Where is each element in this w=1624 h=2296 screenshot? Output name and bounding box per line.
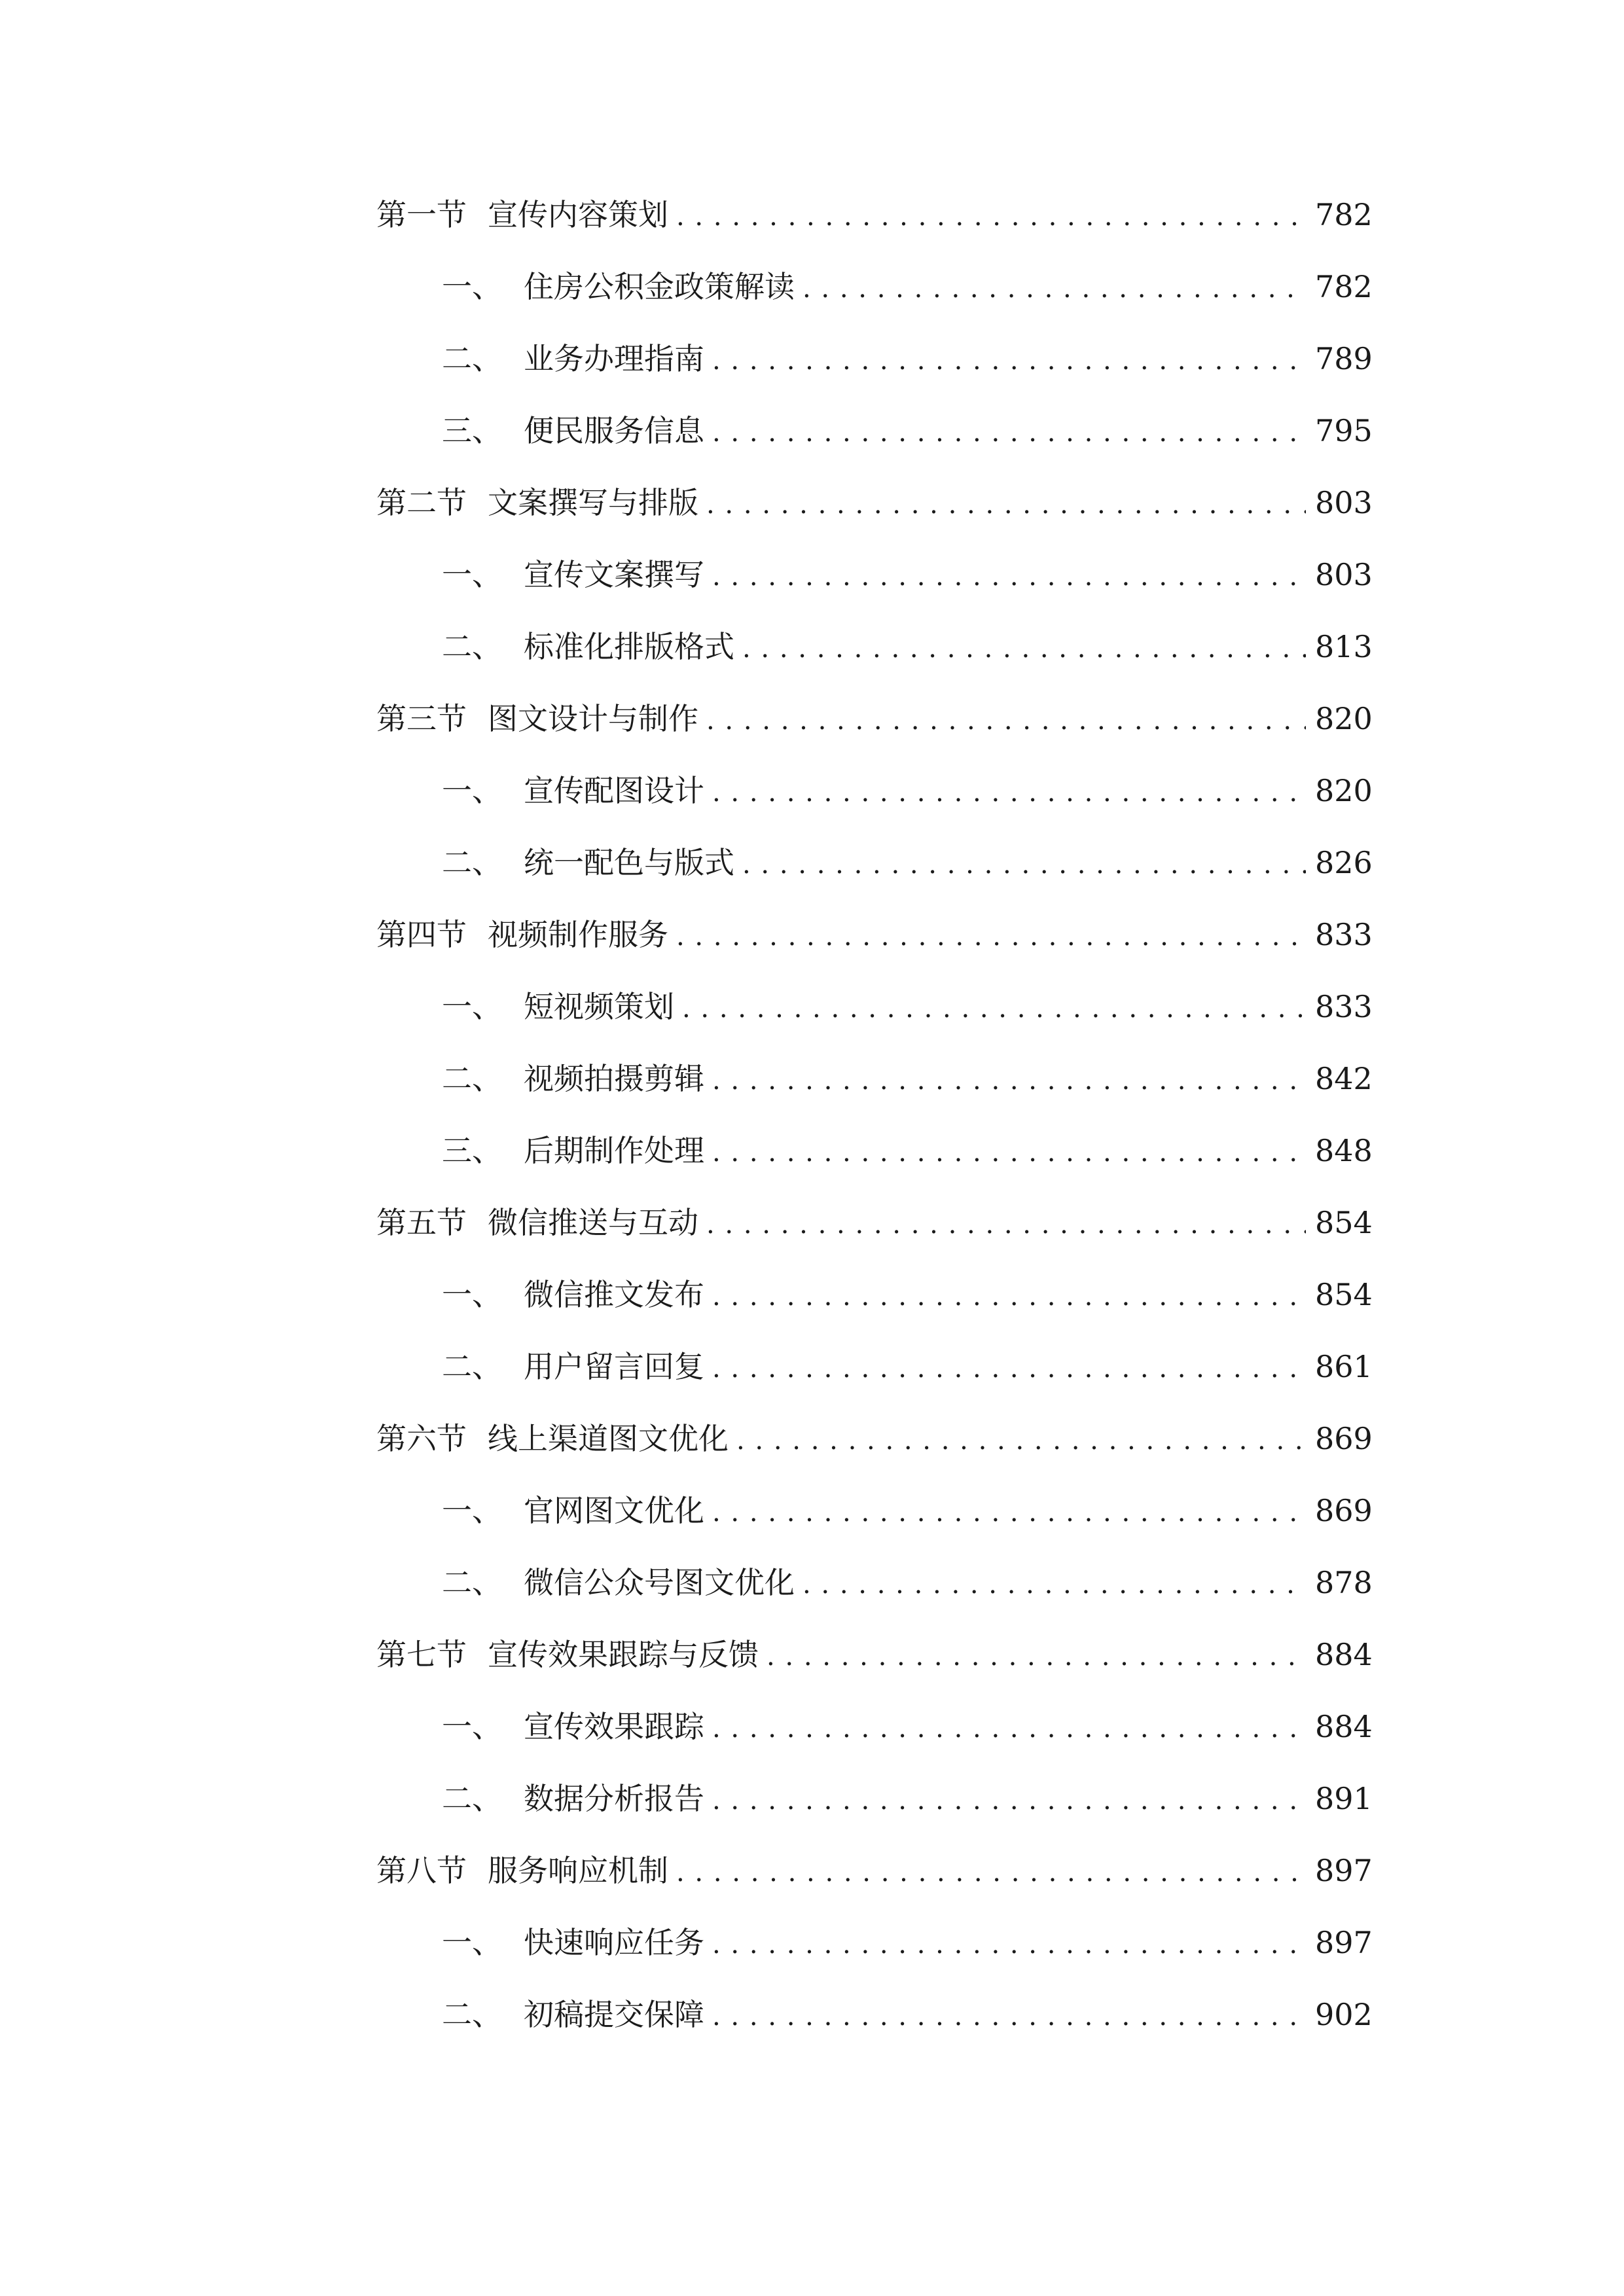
dot-leader bbox=[676, 924, 1306, 950]
toc-entry-item[interactable] bbox=[376, 1709, 1373, 1784]
toc-entry-item[interactable] bbox=[376, 1133, 1373, 1208]
dot-leader bbox=[712, 1787, 1306, 1814]
dot-leader bbox=[712, 1067, 1306, 1094]
dot-leader bbox=[676, 204, 1306, 230]
dot-leader bbox=[676, 1859, 1306, 1886]
toc-entry-page: 803 bbox=[1315, 485, 1373, 520]
toc-entry-number: 一、 bbox=[442, 1493, 502, 1528]
toc-entry-item[interactable] bbox=[376, 1493, 1373, 1568]
toc-entry-page: 833 bbox=[1315, 917, 1373, 952]
toc-entry-title: 宣传内容策划 bbox=[488, 197, 668, 232]
dot-leader bbox=[712, 1499, 1306, 1526]
toc-entry-title: 微信公众号图文优化 bbox=[524, 1565, 795, 1600]
toc-entry-title: 官网图文优化 bbox=[524, 1493, 704, 1528]
toc-entry-page: 789 bbox=[1315, 341, 1373, 376]
dot-leader bbox=[712, 420, 1306, 446]
toc-entry-item[interactable] bbox=[376, 269, 1373, 344]
toc-entry-section[interactable] bbox=[376, 1205, 1373, 1280]
toc-entry-page: 820 bbox=[1315, 773, 1373, 808]
toc-entry-title: 短视频策划 bbox=[524, 989, 674, 1024]
toc-entry-number: 二、 bbox=[442, 1061, 502, 1096]
toc-entry-item[interactable] bbox=[376, 773, 1373, 848]
toc-entry-section[interactable] bbox=[376, 1637, 1373, 1712]
dot-leader bbox=[712, 2003, 1306, 2030]
toc-entry-page: 803 bbox=[1315, 557, 1373, 592]
toc-entry-number: 第六节 bbox=[376, 1421, 467, 1456]
toc-entry-number: 第三节 bbox=[376, 701, 467, 736]
toc-entry-item[interactable] bbox=[376, 557, 1373, 632]
dot-leader bbox=[712, 1283, 1306, 1310]
toc-entry-title: 后期制作处理 bbox=[524, 1133, 704, 1168]
toc-entry-title: 业务办理指南 bbox=[524, 341, 704, 376]
toc-entry-page: 848 bbox=[1315, 1133, 1373, 1168]
toc-entry-page: 833 bbox=[1315, 989, 1373, 1024]
toc-entry-item[interactable] bbox=[376, 1349, 1373, 1424]
toc-entry-number: 第七节 bbox=[376, 1637, 467, 1672]
toc-entry-title: 微信推送与互动 bbox=[488, 1205, 698, 1240]
toc-entry-section[interactable] bbox=[376, 1853, 1373, 1928]
toc-entry-item[interactable] bbox=[376, 1781, 1373, 1856]
toc-entry-number: 第八节 bbox=[376, 1853, 467, 1888]
dot-leader bbox=[712, 1139, 1306, 1166]
toc-entry-page: 820 bbox=[1315, 701, 1373, 736]
toc-entry-title: 宣传效果跟踪与反馈 bbox=[488, 1637, 759, 1672]
toc-entry-title: 视频制作服务 bbox=[488, 917, 668, 952]
toc-entry-page: 854 bbox=[1315, 1277, 1373, 1312]
toc-entry-number: 二、 bbox=[442, 629, 502, 664]
dot-leader bbox=[742, 636, 1306, 662]
dot-leader bbox=[712, 1715, 1306, 1742]
toc-entry-item[interactable] bbox=[376, 1061, 1373, 1136]
toc-entry-title: 便民服务信息 bbox=[524, 413, 704, 448]
toc-entry-title: 宣传配图设计 bbox=[524, 773, 704, 808]
toc-entry-page: 826 bbox=[1315, 845, 1373, 880]
toc-entry-number: 第二节 bbox=[376, 485, 467, 520]
toc-entry-item[interactable] bbox=[376, 845, 1373, 920]
toc-entry-title: 用户留言回复 bbox=[524, 1349, 704, 1384]
toc-entry-section[interactable] bbox=[376, 701, 1373, 776]
dot-leader bbox=[712, 780, 1306, 806]
toc-entry-title: 数据分析报告 bbox=[524, 1781, 704, 1816]
toc-entry-item[interactable] bbox=[376, 1925, 1373, 2000]
toc-entry-item[interactable] bbox=[376, 1277, 1373, 1352]
toc-entry-item[interactable] bbox=[376, 1997, 1373, 2072]
dot-leader bbox=[712, 564, 1306, 590]
toc-entry-number: 一、 bbox=[442, 557, 502, 592]
toc-entry-title: 初稿提交保障 bbox=[524, 1997, 704, 2032]
toc-entry-number: 三、 bbox=[442, 413, 502, 448]
toc-entry-page: 884 bbox=[1315, 1709, 1373, 1744]
toc-entry-number: 一、 bbox=[442, 1925, 502, 1960]
toc-entry-item[interactable] bbox=[376, 629, 1373, 704]
toc-entry-title: 宣传文案撰写 bbox=[524, 557, 704, 592]
toc-entry-item[interactable] bbox=[376, 1565, 1373, 1640]
toc-entry-page: 869 bbox=[1315, 1421, 1373, 1456]
toc-entry-number: 二、 bbox=[442, 1349, 502, 1384]
toc-entry-page: 884 bbox=[1315, 1637, 1373, 1672]
toc-entry-title: 微信推文发布 bbox=[524, 1277, 704, 1312]
toc-entry-title: 服务响应机制 bbox=[488, 1853, 668, 1888]
toc-entry-page: 854 bbox=[1315, 1205, 1373, 1240]
toc-entry-page: 813 bbox=[1315, 629, 1373, 664]
toc-entry-page: 897 bbox=[1315, 1925, 1373, 1960]
dot-leader bbox=[803, 276, 1306, 302]
toc-entry-page: 861 bbox=[1315, 1349, 1373, 1384]
dot-leader bbox=[682, 996, 1306, 1022]
toc-entry-number: 二、 bbox=[442, 845, 502, 880]
toc-entry-item[interactable] bbox=[376, 341, 1373, 416]
dot-leader bbox=[767, 1643, 1306, 1670]
toc-entry-title: 文案撰写与排版 bbox=[488, 485, 698, 520]
toc-entry-number: 一、 bbox=[442, 773, 502, 808]
toc-entry-page: 842 bbox=[1315, 1061, 1373, 1096]
toc-entry-number: 二、 bbox=[442, 1565, 502, 1600]
toc-entry-item[interactable] bbox=[376, 989, 1373, 1064]
toc-entry-number: 第一节 bbox=[376, 197, 467, 232]
toc-entry-title: 快速响应任务 bbox=[524, 1925, 704, 1960]
toc-entry-number: 二、 bbox=[442, 341, 502, 376]
dot-leader bbox=[706, 708, 1306, 734]
toc-entry-section[interactable] bbox=[376, 485, 1373, 560]
dot-leader bbox=[712, 348, 1306, 374]
toc-entry-page: 902 bbox=[1315, 1997, 1373, 2032]
toc-entry-number: 第四节 bbox=[376, 917, 467, 952]
toc-entry-page: 782 bbox=[1315, 197, 1373, 232]
toc-entry-number: 一、 bbox=[442, 1709, 502, 1744]
toc-entry-number: 一、 bbox=[442, 989, 502, 1024]
toc-entry-page: 782 bbox=[1315, 269, 1373, 304]
toc-entry-page: 878 bbox=[1315, 1565, 1373, 1600]
toc-entry-section[interactable] bbox=[376, 1421, 1373, 1496]
toc-entry-number: 第五节 bbox=[376, 1205, 467, 1240]
toc-entry-number: 三、 bbox=[442, 1133, 502, 1168]
toc-entry-number: 一、 bbox=[442, 269, 502, 304]
dot-leader bbox=[712, 1355, 1306, 1382]
toc-entry-title: 统一配色与版式 bbox=[524, 845, 734, 880]
dot-leader bbox=[742, 852, 1306, 878]
dot-leader bbox=[706, 1211, 1306, 1238]
toc-entry-number: 二、 bbox=[442, 1997, 502, 2032]
toc-entry-page: 795 bbox=[1315, 413, 1373, 448]
toc-entry-page: 897 bbox=[1315, 1853, 1373, 1888]
dot-leader bbox=[712, 1931, 1306, 1958]
toc-entry-section[interactable] bbox=[376, 197, 1373, 272]
toc-entry-section[interactable] bbox=[376, 917, 1373, 992]
toc-entry-title: 图文设计与制作 bbox=[488, 701, 698, 736]
toc-entry-title: 视频拍摄剪辑 bbox=[524, 1061, 704, 1096]
table-of-contents bbox=[376, 197, 1373, 2072]
dot-leader bbox=[736, 1427, 1306, 1454]
toc-entry-title: 标准化排版格式 bbox=[524, 629, 734, 664]
toc-entry-page: 891 bbox=[1315, 1781, 1373, 1816]
toc-entry-item[interactable] bbox=[376, 413, 1373, 488]
toc-entry-title: 线上渠道图文优化 bbox=[488, 1421, 729, 1456]
toc-entry-number: 一、 bbox=[442, 1277, 502, 1312]
dot-leader bbox=[803, 1571, 1306, 1598]
toc-entry-title: 住房公积金政策解读 bbox=[524, 269, 795, 304]
toc-entry-title: 宣传效果跟踪 bbox=[524, 1709, 704, 1744]
dot-leader bbox=[706, 492, 1306, 518]
toc-entry-number: 二、 bbox=[442, 1781, 502, 1816]
toc-entry-page: 869 bbox=[1315, 1493, 1373, 1528]
